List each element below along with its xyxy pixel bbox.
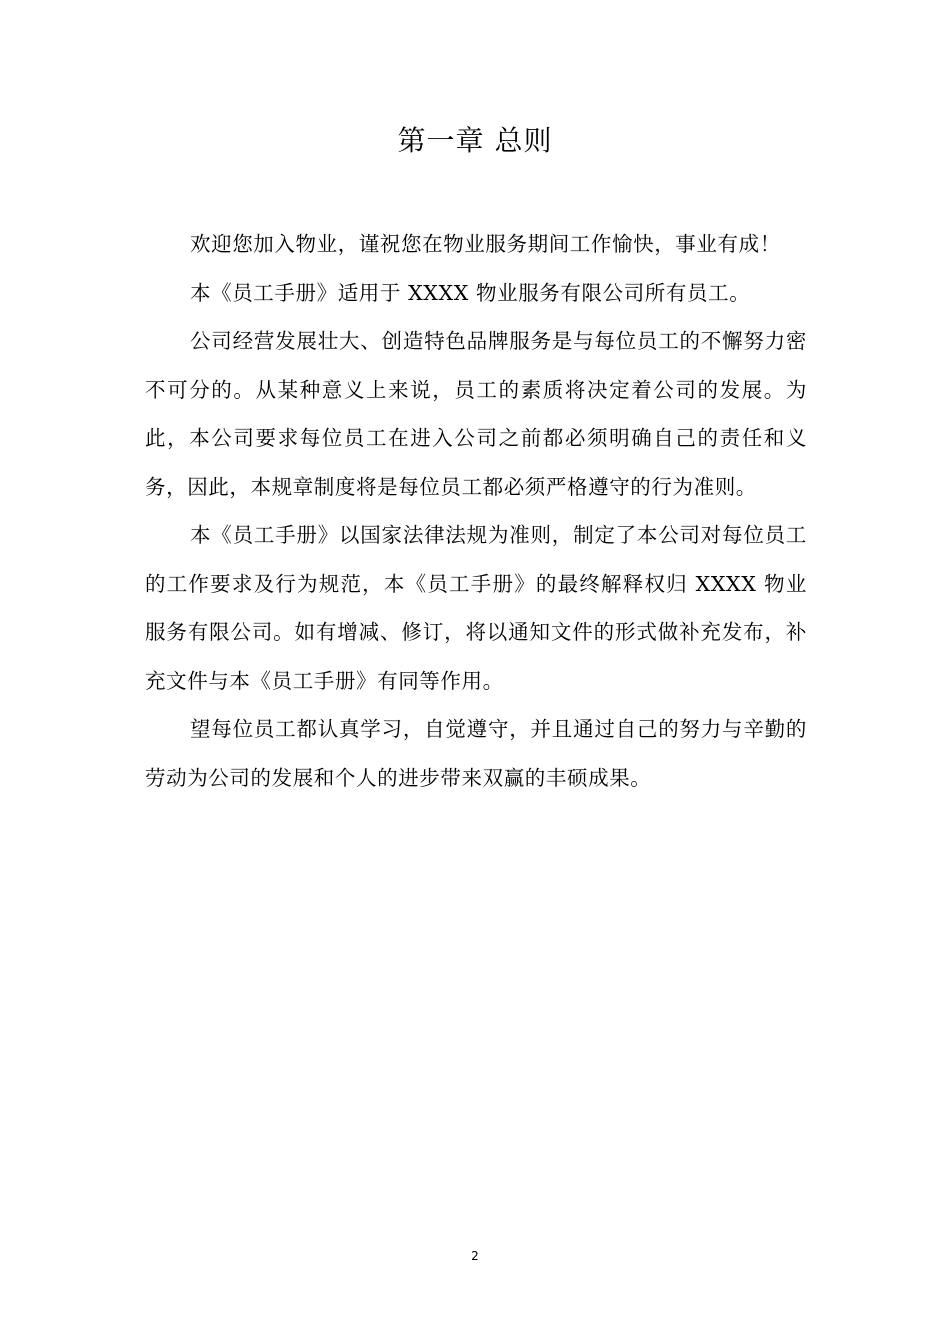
paragraph-welcome: 欢迎您加入物业，谨祝您在物业服务期间工作愉快，事业有成！: [190, 232, 781, 256]
paragraph-development: 公司经营发展壮大、创造特色品牌服务是与每位员工的不懈努力密不可分的。从某种意义上来说，员工的素质将决定着公司的发展。为此，本公司要求每位员工在进入公司之前都必须明确自己的责任和义务，因此，本规章制度将是每位员工都必须严格遵守的行为准则。: [145, 329, 807, 499]
chapter-title: 第一章 总则: [397, 124, 553, 157]
page-number: 2: [471, 1249, 479, 1263]
paragraph-closing: 望每位员工都认真学习，自觉遵守，并且通过自己的努力与辛勤的劳动为公司的发展和个人的进步带来双赢的丰硕成果。: [145, 717, 807, 790]
chapter-body: [145, 220, 807, 802]
paragraph-scope: 本《员工手册》适用于 XXXX 物业服务有限公司所有员工。: [190, 280, 751, 305]
paragraph-legal-basis: 本《员工手册》以国家法律法规为准则，制定了本公司对每位员工的工作要求及行为规范，本《员工手册》的最终解释权归 XXXX 物业服务有限公司。如有增减、修订，将以通知文件的形式做补充发布，补充文件与本《员工手册》有同等作用。: [145, 523, 807, 693]
